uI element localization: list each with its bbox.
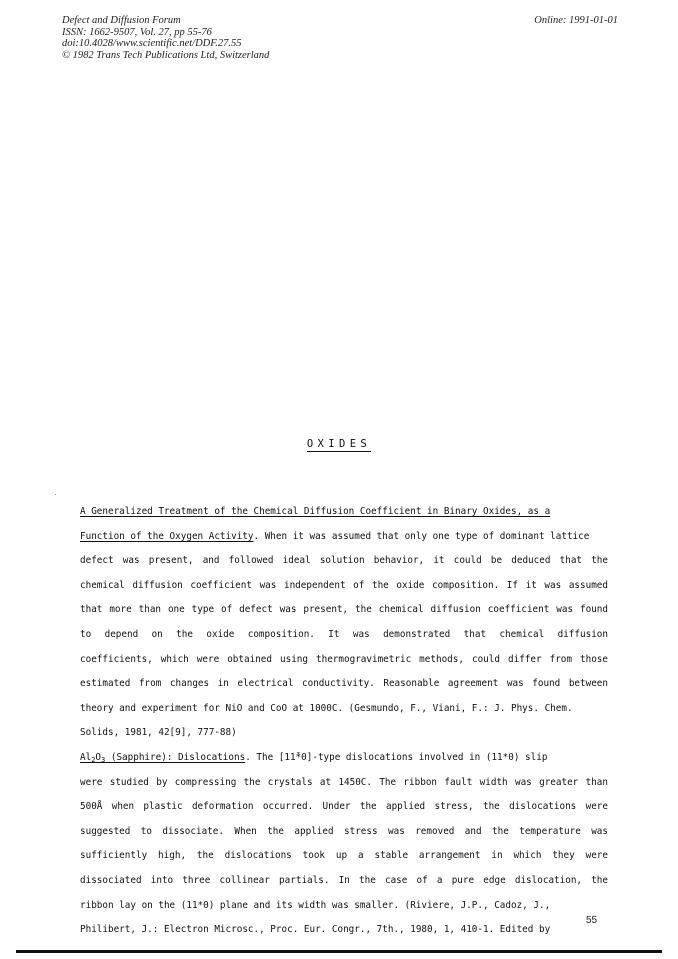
scan-speck xyxy=(55,494,56,495)
journal-name: Defect and Diffusion Forum xyxy=(62,15,181,26)
abstract-line: that more than one type of defect was present, the chemical diffusion coefficient was found xyxy=(80,604,608,616)
abstract-line: 500Å when plastic deformation occurred. Under the applied stress, the dislocations were xyxy=(80,801,608,813)
doi-line: doi:10.4028/www.scientific.net/DDF.27.55 xyxy=(62,38,242,49)
issn-line: ISSN: 1662-9507, Vol. 27, pp 55-76 xyxy=(62,26,212,38)
abstract-line: defect was present, and followed ideal solution behavior, it could be deduced that the xyxy=(80,555,608,567)
abstract-line: Philibert, J.: Electron Microsc., Proc. Eur. Congr., 7th., 1980, 1, 410-1. Edited by xyxy=(80,924,551,936)
copyright-line: © 1982 Trans Tech Publications Ltd, Switzerland xyxy=(62,49,270,61)
footer-rule xyxy=(16,950,662,953)
abstract-line: Function of the Oxygen Activity. When it was assumed that only one type of dominant lattice xyxy=(80,530,590,542)
abstract-line: to depend on the oxide composition. It was demonstrated that chemical diffusion xyxy=(80,628,608,640)
abstract-line: theory and experiment for NiO and CoO at 1000C. (Gesmundo, F., Viani, F.: J. Phys. Chem. xyxy=(80,702,573,714)
abstract-line: suggested to dissociate. When the applied stress was removed and the temperature was xyxy=(80,825,608,837)
abstract-title-line xyxy=(80,500,608,525)
online-date: Online: 1991-01-01 xyxy=(534,15,618,26)
abstract-line: dissociated into three collinear partials. In the case of a pure edge dislocation, the xyxy=(80,874,608,886)
abstract-line: estimated from changes in electrical conductivity. Reasonable agreement was found between xyxy=(80,678,608,690)
journal-header xyxy=(62,15,269,61)
abstract-line: chemical diffusion coefficient was independent of the oxide composition. If it was assumed xyxy=(80,579,608,591)
abstract-line: ribbon lay on the (11*0) plane and its width was smaller. (Riviere, J.P., Cadoz, J., xyxy=(80,899,551,911)
abstract-line: were studied by compressing the crystals at 1450C. The ribbon fault width was greater than xyxy=(80,776,608,788)
section-title: OXIDES xyxy=(306,438,372,450)
page-body xyxy=(80,500,608,943)
abstract-title: $Al_2O_3$ (Sapphire): Dislocations xyxy=(80,751,246,764)
abstract-line: sufficiently high, the dislocations took up a stable arrangement in which they were xyxy=(80,850,608,862)
abstract-line: Solids, 1981, 42[9], 777-88) xyxy=(80,727,237,739)
abstract-line: $Al_2O_3$ (Sapphire): Dislocations. The [11̄*0]-type dislocations involved in (11*0) slip xyxy=(80,751,548,764)
abstract-title: Function of the Oxygen Activity xyxy=(80,530,254,542)
page-number: 55 xyxy=(586,915,598,926)
abstract-line: coefficients, which were obtained using thermogravimetric methods, could differ from those xyxy=(80,653,608,665)
abstract-title: A Generalized Treatment of the Chemical Diffusion Coefficient in Binary Oxides, as a xyxy=(80,506,551,517)
